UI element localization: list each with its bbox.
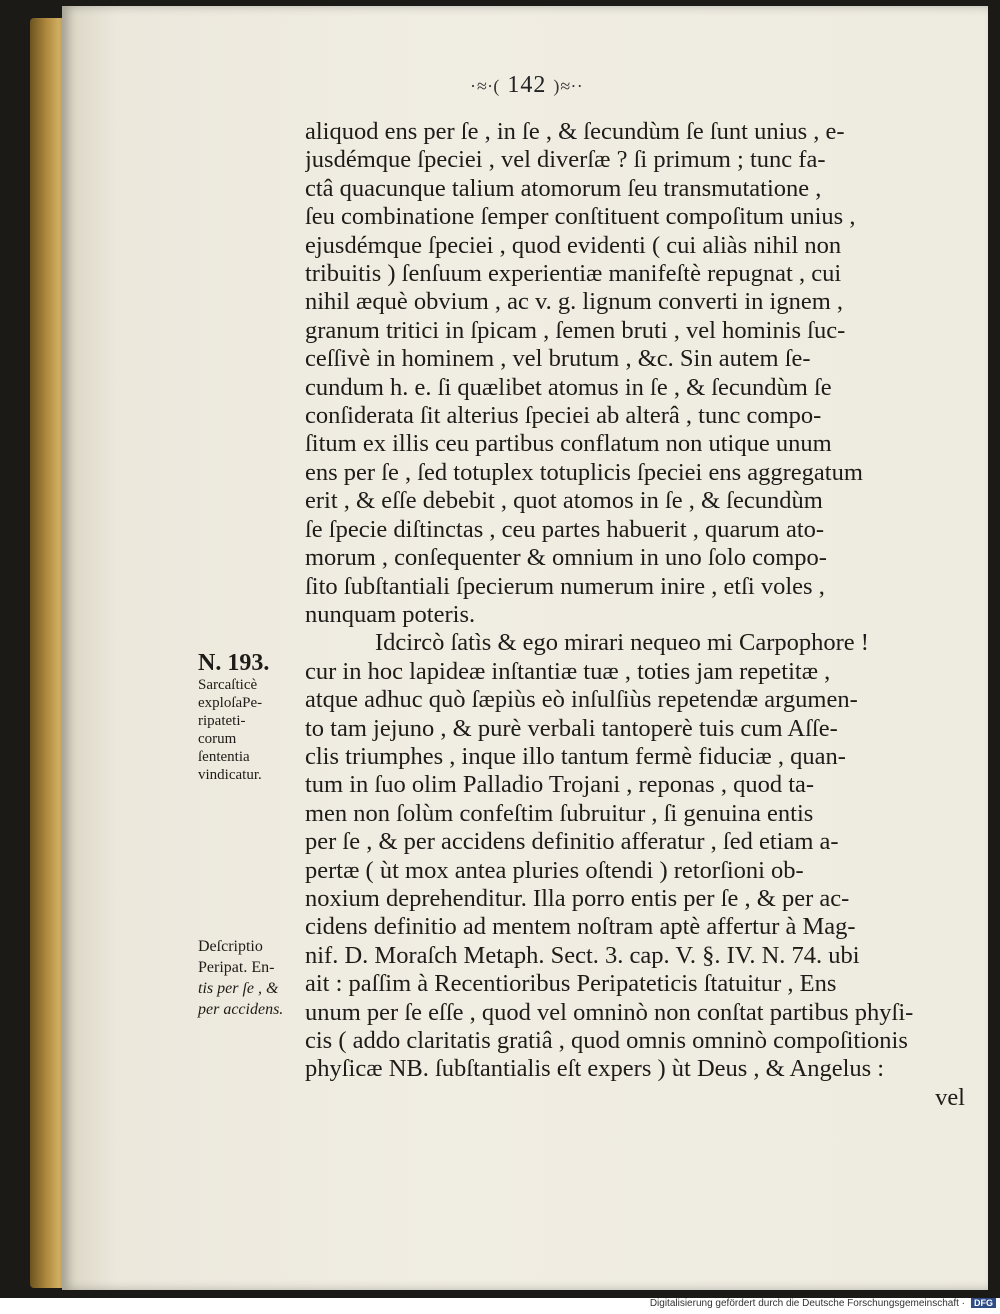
page-number: 142 [507,72,547,98]
text-line: per ſe , & per accidens definitio afferatur , ſed etiam a- [305,828,839,856]
text-line: ſe ſpecie diſtinctas , ceu partes habuerit , quarum ato- [305,515,825,543]
text-line: jusdémque ſpeciei , vel diverſæ ? ſi primum ; tunc fa- [305,146,826,174]
text-line: phyſicæ NB. ſubſtantialis eſt expers ) ùt Deus , & Angelus : [305,1055,885,1083]
text-line: ſitum ex illis ceu partibus conflatum non utique unum [305,430,832,458]
ornament-left: ·≈∙( [470,76,501,96]
margin-note-line: Peripat. En- [198,959,275,976]
text-line: erit , & eſſe debebit , quot atomos in ſe , & ſecundùm [305,487,823,515]
text-line: to tam jejuno , & purè verbali tantoperè tuis cum Aſſe- [305,714,838,742]
margin-note-1 [198,650,269,784]
ornament-right: )≈∙· [553,76,584,96]
text-line: nunquam poteris. [305,600,476,628]
margin-note-line: ſententia [198,749,250,765]
text-line: morum , conſequenter & omnium in uno ſolo compo- [305,544,827,572]
text-line: ſito ſubſtantiali ſpecierum numerum inire , etſi voles , [305,572,825,600]
margin-note-line: per accidens. [198,1001,284,1018]
margin-note-2 [198,936,283,1020]
text-line: clis triumphes , inque illo tantum fermè fiduciæ , quan- [305,742,846,770]
margin-note-line: vindicatur. [198,767,262,783]
text-line: ceſſivè in hominem , vel brutum , &c. Sin autem ſe- [305,345,811,373]
text-line: ejusdémque ſpeciei , quod evidenti ( cui aliàs nihil non [305,231,842,259]
page-header [470,72,730,99]
text-line: nif. D. Moraſch Metaph. Sect. 3. cap. V. §. IV. N. 74. ubi [305,941,860,969]
text-line: vel [935,1083,965,1111]
margin-note-line: tis per ſe , & [198,980,279,997]
text-line: tum in ſuo olim Palladio Trojani , reponas , quod ta- [305,771,815,799]
text-line: ctâ quacunque talium atomorum ſeu transmutatione , [305,174,822,202]
text-line: men non ſolùm confeſtim ſubruitur , ſi genuina entis [305,799,814,827]
footer-text: Digitalisierung gefördert durch die Deutsche Forschungsgemeinschaft · [649,1298,965,1309]
text-line: conſiderata ſit alterius ſpeciei ab alterâ , tunc compo- [305,402,822,430]
text-line: atque adhuc quò ſæpiùs eò inſulſiùs repetendæ argumen- [305,686,858,714]
text-line: ait : paſſim à Recentioribus Peripateticis ſtatuitur , Ens [305,970,837,998]
text-line: cur in hoc lapideæ inſtantiæ tuæ , toties jam repetitæ , [305,657,831,685]
margin-note-line: Sarcaſticè [198,677,258,693]
text-line: noxium deprehenditur. Illa porro entis per ſe , & per ac- [305,884,850,912]
text-line: aliquod ens per ſe , in ſe , & ſecundùm ſe ſunt unius , e- [305,118,845,145]
main-text-block [305,118,965,1112]
text-line: cis ( addo claritatis gratiâ , quod omnis omninò compoſitionis [305,1027,908,1054]
margin-note-number: N. 193. [198,650,270,676]
text-line: Idcircò ſatìs & ego mirari nequeo mi Carpophore ! [375,629,869,657]
text-line: cidens definitio ad mentem noſtram aptè affertur à Mag- [305,913,856,941]
text-line: ſeu combinatione ſemper conſtituent compoſitum unius , [305,203,856,231]
text-line: cundum h. e. ſi quælibet atomus in ſe , & ſecundùm ſe [305,373,832,401]
text-line: tribuitis ) ſenſuum experientiæ manifeſtè repugnat , cui [305,260,842,288]
margin-note-line: exploſaPe- [198,695,263,711]
text-line: ens per ſe , ſed totuplex totuplicis ſpeciei ens aggregatum [305,458,863,486]
margin-note-line: Deſcriptio [198,938,263,955]
text-line: nihil æquè obvium , ac v. g. lignum converti in ignem , [305,288,844,316]
margin-note-line: corum [198,731,237,747]
text-line: unum per ſe eſſe , quod vel omninò non conſtat partibus phyſi- [305,998,914,1026]
text-line: granum tritici in ſpicam , ſemen bruti , vel hominis ſuc- [305,316,846,344]
text-line: pertæ ( ùt mox antea pluries oſtendi ) retorſioni ob- [305,856,804,884]
digitization-footer [0,1298,1000,1314]
margin-note-line: ripateti- [198,713,246,729]
dfg-logo: DFG [971,1298,996,1308]
